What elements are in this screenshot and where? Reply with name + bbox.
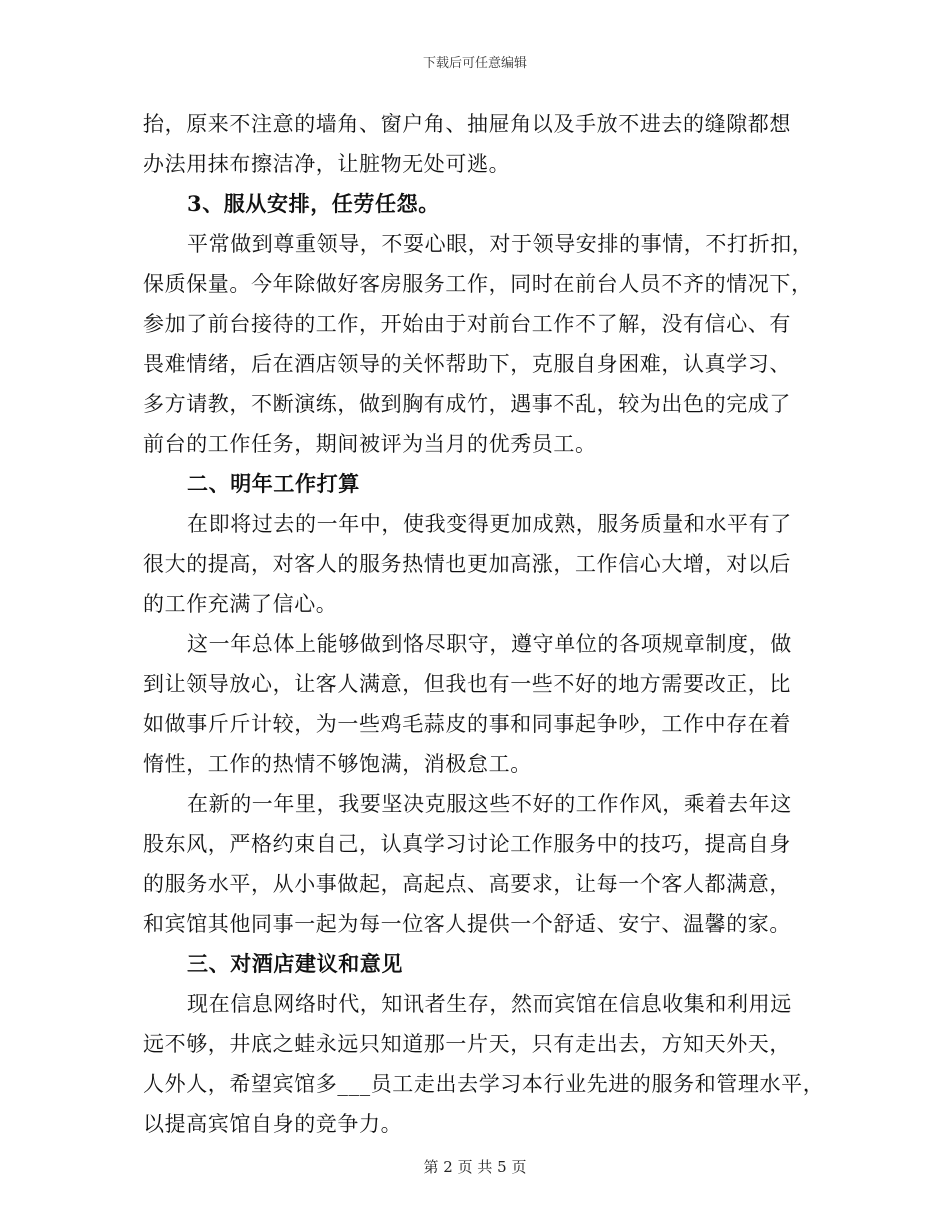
text-line: 多方请教，不断演练，做到胸有成竹，遇事不乱，较为出色的完成了: [143, 392, 791, 416]
text-line: 在新的一年里，我要坚决克服这些不好的工作作风，乘着去年这: [187, 792, 792, 816]
text-line: 3、服从安排，任劳任怨。: [187, 191, 440, 216]
text-line: 前台的工作任务，期间被评为当月的优秀员工。: [143, 432, 597, 456]
text-line: 和宾馆其他同事一起为每一位客人提供一个舒适、安宁、温馨的家。: [143, 912, 791, 936]
text-line: 远不够，井底之蛙永远只知道那一片天，只有走出去，方知天外天，: [143, 1032, 791, 1056]
text-line: 这一年总体上能够做到恪尽职守，遵守单位的各项规章制度，做: [187, 632, 792, 656]
paragraph: [143, 784, 813, 944]
text-line: 办法用抹布擦洁净，让脏物无处可逃。: [143, 152, 511, 176]
section-heading: [143, 944, 813, 984]
text-line: 保质保量。今年除做好客房服务工作，同时在前台人员不齐的情况下，: [143, 272, 813, 296]
paragraph: [143, 624, 813, 784]
text-line: 在即将过去的一年中，使我变得更加成熟，服务质量和水平有了: [187, 512, 792, 536]
text-line: 现在信息网络时代，知讯者生存，然而宾馆在信息收集和利用远: [187, 992, 792, 1016]
page-footer: 第 2 页 共 5 页: [423, 1158, 527, 1176]
section-heading: [143, 184, 813, 224]
paragraph: [143, 504, 813, 624]
paragraph: [143, 104, 813, 184]
text-line: 畏难情绪，后在酒店领导的关怀帮助下，克服自身困难，认真学习、: [143, 352, 791, 376]
paragraph: [143, 984, 825, 1144]
text-line: 的工作充满了信心。: [143, 592, 338, 616]
document-body: [143, 104, 825, 1144]
section-heading: [143, 464, 813, 504]
text-line: 以提高宾馆自身的竞争力。: [143, 1112, 403, 1136]
text-line: 的服务水平，从小事做起，高起点、高要求，让每一个客人都满意，: [143, 872, 791, 896]
page-header: 下载后可任意编辑: [422, 56, 527, 71]
text-line: 抬，原来不注意的墙角、窗户角、抽屉角以及手放不进去的缝隙都想: [143, 112, 791, 136]
text-line: 二、明年工作打算: [187, 471, 360, 496]
text-line: 人外人，希望宾馆多___员工走出去学习本行业先进的服务和管理水平，: [143, 1072, 825, 1096]
text-line: 股东风，严格约束自己，认真学习讨论工作服务中的技巧，提高自身: [143, 832, 791, 856]
text-line: 三、对酒店建议和意见: [187, 951, 403, 976]
text-line: 到让领导放心，让客人满意，但我也有一些不好的地方需要改正，比: [143, 672, 791, 696]
text-line: 平常做到尊重领导，不耍心眼，对于领导安排的事情，不打折扣，: [187, 232, 814, 256]
text-line: 参加了前台接待的工作，开始由于对前台工作不了解，没有信心、有: [143, 312, 791, 336]
paragraph: [143, 224, 813, 464]
text-line: 如做事斤斤计较，为一些鸡毛蒜皮的事和同事起争吵，工作中存在着: [143, 712, 791, 736]
text-line: 很大的提高，对客人的服务热情也更加高涨，工作信心大增，对以后: [143, 552, 791, 576]
text-line: 惰性，工作的热情不够饱满，消极怠工。: [143, 752, 532, 776]
